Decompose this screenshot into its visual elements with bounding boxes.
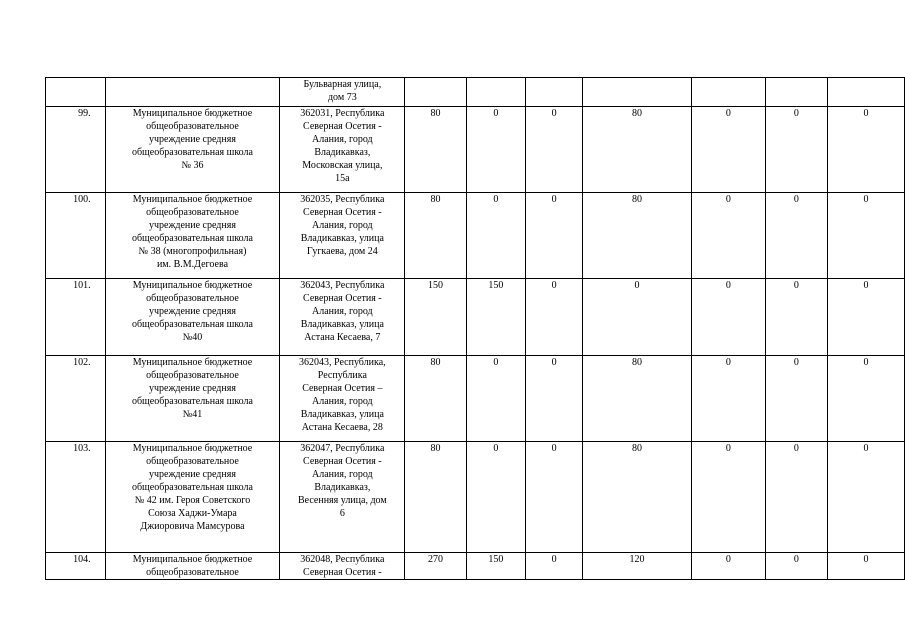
value-cell: 0	[765, 553, 827, 580]
value-cell: 0	[827, 193, 904, 279]
school-name-cell: Муниципальное бюджетное общеобразовательное учреждение средняя общеобразовательная школа № 38 (многопрофильная) им. В.М.Дегоева	[105, 193, 280, 279]
school-name-cell: Муниципальное бюджетное общеобразовательное учреждение средняя общеобразовательная школа № 36	[105, 107, 280, 193]
value-cell: 0	[526, 442, 583, 553]
value-cell	[583, 78, 692, 107]
value-cell: 270	[405, 553, 466, 580]
school-name-cell	[105, 78, 280, 107]
value-cell: 80	[405, 442, 466, 553]
value-cell: 0	[583, 279, 692, 356]
value-cell: 80	[405, 193, 466, 279]
value-cell: 80	[405, 356, 466, 442]
value-cell: 0	[526, 356, 583, 442]
value-cell: 0	[827, 356, 904, 442]
schools-table	[45, 77, 905, 580]
value-cell: 120	[583, 553, 692, 580]
value-cell: 0	[691, 279, 765, 356]
value-cell: 0	[526, 193, 583, 279]
value-cell: 150	[466, 553, 525, 580]
school-name-cell: Муниципальное бюджетное общеобразовательное учреждение средняя общеобразовательная школа №41	[105, 356, 280, 442]
table-row	[46, 193, 905, 279]
value-cell: 0	[827, 553, 904, 580]
value-cell: 80	[583, 193, 692, 279]
value-cell: 0	[827, 279, 904, 356]
value-cell	[466, 78, 525, 107]
value-cell: 80	[583, 442, 692, 553]
row-number-cell: 102.	[46, 356, 106, 442]
value-cell: 0	[466, 107, 525, 193]
value-cell	[765, 78, 827, 107]
address-cell: 362047, Республика Северная Осетия - Алания, город Владикавказ, Весенняя улица, дом 6	[280, 442, 405, 553]
value-cell: 0	[466, 193, 525, 279]
table-row	[46, 78, 905, 107]
value-cell	[827, 78, 904, 107]
value-cell	[691, 78, 765, 107]
value-cell: 150	[405, 279, 466, 356]
value-cell: 0	[691, 553, 765, 580]
row-number-cell	[46, 78, 106, 107]
value-cell: 0	[466, 442, 525, 553]
address-cell: Бульварная улица, дом 73	[280, 78, 405, 107]
value-cell: 0	[765, 279, 827, 356]
value-cell: 0	[765, 107, 827, 193]
school-name-cell: Муниципальное бюджетное общеобразовательное	[105, 553, 280, 580]
value-cell: 0	[827, 442, 904, 553]
table-row	[46, 442, 905, 553]
value-cell: 150	[466, 279, 525, 356]
value-cell: 0	[691, 193, 765, 279]
value-cell: 80	[583, 107, 692, 193]
school-name-cell: Муниципальное бюджетное общеобразовательное учреждение средняя общеобразовательная школа № 42 им. Героя Советского Союза Хаджи-Умара Джиоровича Мамсурова	[105, 442, 280, 553]
value-cell: 0	[765, 193, 827, 279]
value-cell: 0	[466, 356, 525, 442]
table-row	[46, 107, 905, 193]
table-row	[46, 356, 905, 442]
value-cell: 0	[526, 553, 583, 580]
row-number-cell: 101.	[46, 279, 106, 356]
value-cell	[405, 78, 466, 107]
value-cell: 0	[691, 442, 765, 553]
value-cell: 0	[526, 107, 583, 193]
value-cell: 0	[765, 442, 827, 553]
value-cell: 0	[526, 279, 583, 356]
row-number-cell: 103.	[46, 442, 106, 553]
value-cell: 0	[827, 107, 904, 193]
address-cell: 362048, Республика Северная Осетия -	[280, 553, 405, 580]
value-cell: 0	[691, 107, 765, 193]
address-cell: 362035, Республика Северная Осетия - Алания, город Владикавказ, улица Гугкаева, дом 24	[280, 193, 405, 279]
value-cell	[526, 78, 583, 107]
value-cell: 0	[691, 356, 765, 442]
value-cell: 80	[583, 356, 692, 442]
address-cell: 362043, Республика Северная Осетия - Алания, город Владикавказ, улица Астана Кесаева, 7	[280, 279, 405, 356]
school-name-cell: Муниципальное бюджетное общеобразовательное учреждение средняя общеобразовательная школа №40	[105, 279, 280, 356]
value-cell: 0	[765, 356, 827, 442]
address-cell: 362043, Республика, Республика Северная Осетия – Алания, город Владикавказ, улица Астана Кесаева, 28	[280, 356, 405, 442]
value-cell: 80	[405, 107, 466, 193]
row-number-cell: 104.	[46, 553, 106, 580]
row-number-cell: 100.	[46, 193, 106, 279]
table-row	[46, 553, 905, 580]
row-number-cell: 99.	[46, 107, 106, 193]
address-cell: 362031, Республика Северная Осетия - Алания, город Владикавказ, Московская улица, 15а	[280, 107, 405, 193]
table-row	[46, 279, 905, 356]
